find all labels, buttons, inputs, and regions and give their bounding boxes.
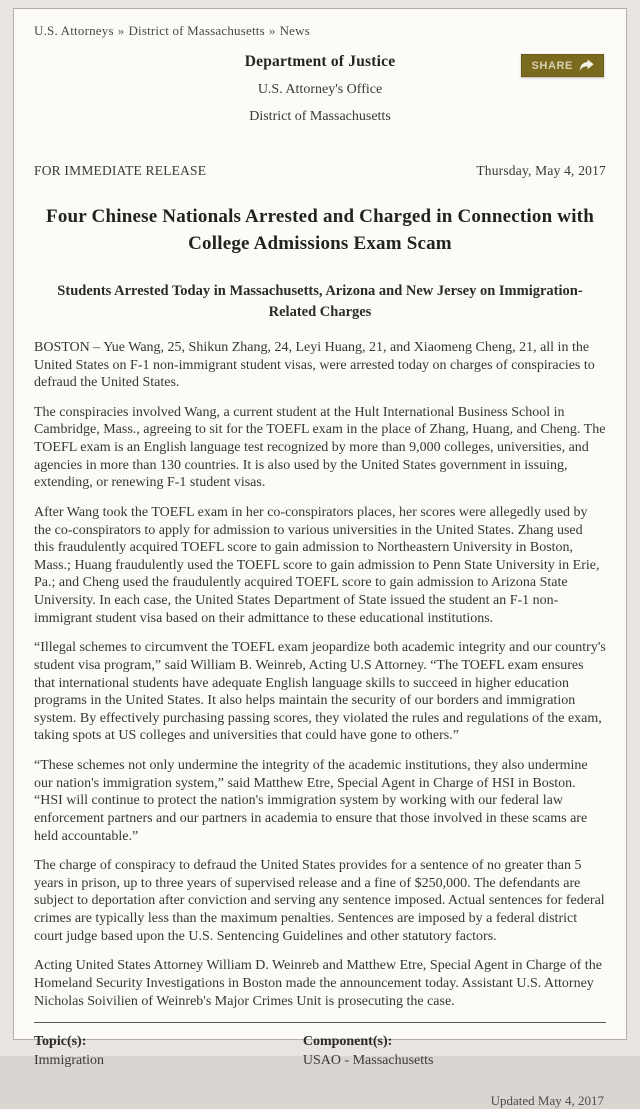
- article-paragraph: “Illegal schemes to circumvent the TOEFL exam jeopardize both academic integrity and our country's student visa program,” said William B. Weinreb, Acting U.S Attorney. “The TOEFL exam ensures that international students have adequate English language skills to succeed in higher education programs in the United States. It also helps maintain the security of our borders and immigration system. By effectively purchasing passing scores, they violated the rules and regulations of the exam, taking spots at US colleges and universities that could have gone to others.”: [34, 640, 606, 744]
- breadcrumb-link-us-attorneys[interactable]: U.S. Attorneys: [34, 23, 114, 38]
- article-paragraph: BOSTON – Yue Wang, 25, Shikun Zhang, 24, Leyi Huang, 21, and Xiaomeng Cheng, 21, all in the United States on F-1 non-immigrant student visas, were arrested today on charges of conspiracies to defraud the United States.: [34, 339, 595, 391]
- article-paragraph: After Wang took the TOEFL exam in her co-conspirators places, her scores were allegedly used by the co-conspirators to apply for admission to various universities in the United States. Zhang used this fraudulently acquired TOEFL score to gain admission to Northeastern University in Boston, Mass.; Huang fraudulently used the TOEFL score to gain admission to Penn State University in Erie, Pa.; and Cheng used the fraudulently acquired TOEFL score to gain admission to Arizona State University. In each case, the United States Department of State issued the student an F-1 non-immigrant student visa based on their admittance to these educational institutions.: [34, 504, 600, 626]
- article-paragraph: “These schemes not only undermine the integrity of the academic institutions, they also undermine our nation's immigration system,” said Matthew Etre, Special Agent in Charge of HSI in Boston. “HSI will continue to protect the nation's immigration system by working with our federal law enforcement partners and our partners in academia to ensure that those involved in these scams are held accountable.”: [34, 758, 588, 844]
- article-body: [34, 339, 606, 1010]
- release-row: [34, 163, 606, 179]
- breadcrumb-separator: »: [117, 23, 125, 38]
- topic-column: [34, 1034, 303, 1069]
- article-paragraph: Acting United States Attorney William D. Weinreb and Matthew Etre, Special Agent in Charge of the Homeland Security Investigations in Boston made the announcement today. Assistant U.S. Attorney Nicholas Soivilien of Weinreb's Major Crimes Unit is prosecuting the case.: [34, 958, 602, 1009]
- share-button-label: SHARE: [531, 59, 573, 72]
- release-label: FOR IMMEDIATE RELEASE: [34, 163, 207, 178]
- office-line: U.S. Attorney's Office: [257, 82, 383, 97]
- footer-meta: [34, 1034, 606, 1069]
- article-subtitle: Students Arrested Today in Massachusetts, Arizona and New Jersey on Immigration-Related Charges: [57, 282, 583, 320]
- component-column: [303, 1034, 434, 1069]
- release-date: Thursday, May 4, 2017: [476, 163, 606, 178]
- masthead: [34, 53, 606, 139]
- footer-divider: [34, 1022, 606, 1023]
- breadcrumb: [34, 23, 606, 39]
- component-label: Component(s):: [302, 1034, 393, 1050]
- press-release-page: [13, 8, 627, 1109]
- doj-title: Department of Justice: [244, 53, 396, 70]
- district-line: District of Massachusetts: [249, 109, 391, 124]
- topic-value[interactable]: Immigration: [34, 1053, 104, 1069]
- page-title: Four Chinese Nationals Arrested and Charged in Connection with College Admissions Exam Scam: [46, 206, 594, 254]
- article-paragraph: The conspiracies involved Wang, a current student at the Hult International Business School in Cambridge, Mass., agreeing to sit for the TOEFL exam in the place of Zhang, Huang, and Cheng. The TOEFL exam is an English language test recognized by more than 9,000 colleges, universities, and agencies in more than 130 countries. It is also used by the United States government in issuing, extending, or renewing F-1 student visas.: [34, 404, 606, 491]
- breadcrumb-link-district[interactable]: District of Massachusetts: [128, 23, 265, 38]
- article-paragraph: The charge of conspiracy to defraud the United States provides for a sentence of no greater than 5 years in prison, up to three years of supervised release and a fine of $250,000. The defendants are subject to deportation after conviction and serving any sentence imposed. Actual sentences for federal crimes are typically less than the maximum penalties. Sentences are imposed by a federal district court judge based upon the U.S. Sentencing Guidelines and other statutory factors.: [34, 858, 605, 944]
- component-value[interactable]: USAO - Massachusetts: [302, 1053, 434, 1069]
- breadcrumb-link-news[interactable]: News: [279, 23, 310, 38]
- updated-date: Updated May 4, 2017: [490, 1093, 604, 1109]
- breadcrumb-separator: »: [268, 23, 276, 38]
- topic-label: Topic(s):: [34, 1034, 87, 1050]
- share-arrow-icon: [579, 59, 594, 72]
- share-button[interactable]: [521, 54, 604, 77]
